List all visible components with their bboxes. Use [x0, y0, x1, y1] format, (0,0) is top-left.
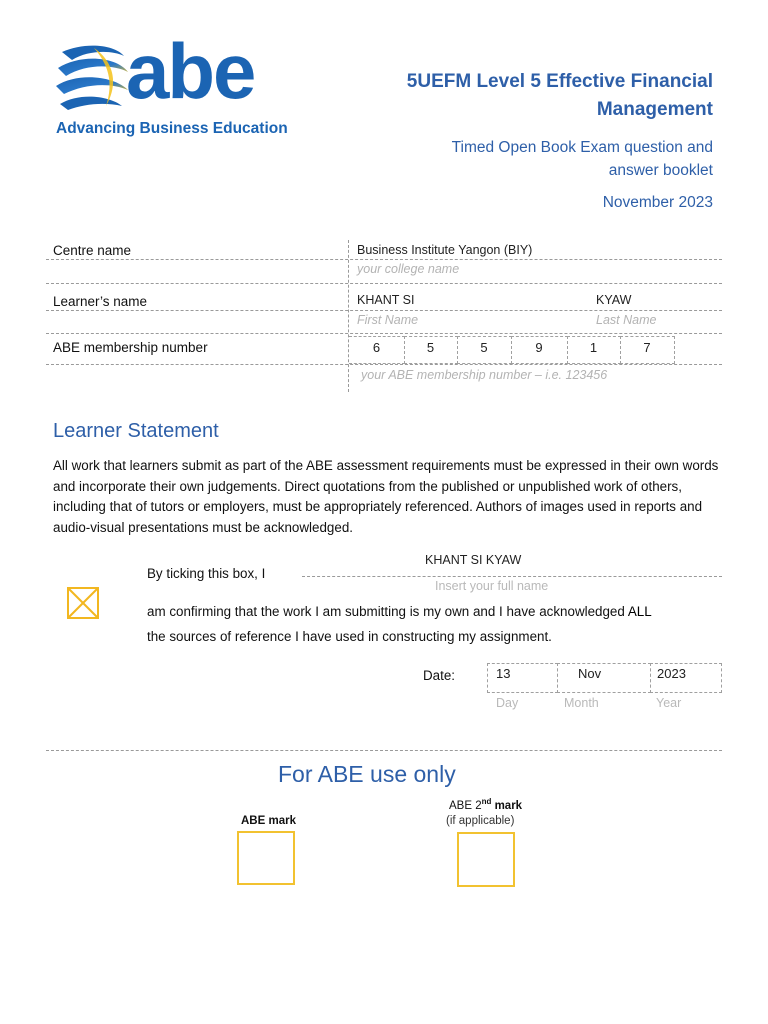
- row-rule-1: [46, 283, 722, 284]
- confirm-all-emphasis: ALL: [627, 604, 652, 619]
- abe-swirl-icon: [54, 42, 134, 114]
- exam-date: November 2023: [602, 194, 713, 211]
- form-column-divider: [348, 240, 349, 392]
- membership-label: ABE membership number: [53, 340, 208, 355]
- form-top-rule: [46, 259, 722, 260]
- confirm-checkbox[interactable]: [67, 587, 99, 619]
- date-label: Date:: [423, 668, 456, 683]
- exam-title-line1: 5UEFM Level 5 Effective Financial: [406, 71, 713, 92]
- tick-prefix: By ticking this box, I: [147, 566, 266, 581]
- exam-title: [407, 68, 713, 124]
- centre-name-label: Centre name: [53, 243, 132, 258]
- last-name-hint: Last Name: [596, 313, 657, 327]
- date-month-field[interactable]: Nov: [557, 663, 651, 693]
- learner-statement-heading: Learner Statement: [53, 420, 219, 442]
- row-rule-3: [46, 333, 722, 334]
- full-name-hint: Insert your full name: [435, 579, 549, 593]
- membership-digit-5[interactable]: 1: [567, 336, 621, 364]
- membership-digit-2[interactable]: 5: [404, 336, 458, 364]
- abe-second-mark-note: (if applicable): [446, 815, 515, 827]
- membership-digit-3[interactable]: 5: [457, 336, 512, 364]
- date-day-hint: Day: [496, 696, 519, 710]
- last-name-field[interactable]: KYAW: [596, 293, 632, 307]
- confirm-line-1-text: am confirming that the work I am submitting is my own and I have acknowledged: [147, 604, 628, 619]
- exam-subtitle: [452, 136, 713, 182]
- full-name-field[interactable]: KHANT SI KYAW: [425, 553, 522, 567]
- membership-hint: your ABE membership number – i.e. 123456: [361, 368, 608, 382]
- date-year-hint: Year: [656, 696, 682, 710]
- exam-subtitle-line2: answer booklet: [608, 162, 713, 179]
- date-day-field[interactable]: 13: [487, 663, 558, 693]
- abe-logo: [54, 27, 314, 140]
- membership-digit-6[interactable]: 7: [620, 336, 675, 364]
- row-rule-2: [46, 310, 722, 311]
- exam-subtitle-line1: Timed Open Book Exam question and: [451, 139, 713, 156]
- date-month-hint: Month: [564, 696, 599, 710]
- row-rule-4: [46, 364, 722, 365]
- abe-second-mark-suffix: mark: [491, 799, 523, 812]
- first-name-field[interactable]: KHANT SI: [357, 293, 415, 307]
- centre-name-field[interactable]: Business Institute Yangon (BIY): [357, 243, 533, 257]
- abe-mark-box[interactable]: [237, 831, 295, 885]
- confirm-line-2: the sources of reference I have used in constructing my assignment.: [147, 629, 552, 644]
- abe-second-mark-sup: nd: [481, 797, 492, 806]
- abe-second-mark-box[interactable]: [457, 832, 515, 887]
- learner-name-label: Learner’s name: [53, 294, 148, 309]
- learner-statement-body: All work that learners submit as part of the ABE assessment requirements must be expressed in their own words and incorporate their own judgements. Direct quotations from the published or unpublished work of others, including that of tutors or employers, must be appropriately referenced. Authors of images used in reports and audio-visual presentations must be acknowledged.: [53, 458, 719, 535]
- full-name-rule: [302, 576, 722, 577]
- membership-digit-1[interactable]: 6: [349, 336, 405, 364]
- abe-tagline: Advancing Business Education: [56, 120, 288, 137]
- abe-second-mark-text: ABE 2: [449, 799, 482, 812]
- abe-second-mark-label: [449, 797, 522, 812]
- confirm-line-1: [147, 604, 652, 619]
- abe-use-divider: [46, 750, 722, 751]
- abe-wordmark: abe: [126, 27, 255, 115]
- centre-name-hint: your college name: [357, 262, 460, 276]
- date-year-field[interactable]: 2023: [650, 663, 722, 693]
- checkbox-cross-icon: [67, 587, 99, 619]
- abe-use-heading: For ABE use only: [278, 761, 456, 787]
- abe-mark-label: ABE mark: [241, 815, 296, 827]
- membership-digit-4[interactable]: 9: [511, 336, 568, 364]
- exam-title-line2: Management: [596, 99, 713, 120]
- first-name-hint: First Name: [357, 313, 419, 327]
